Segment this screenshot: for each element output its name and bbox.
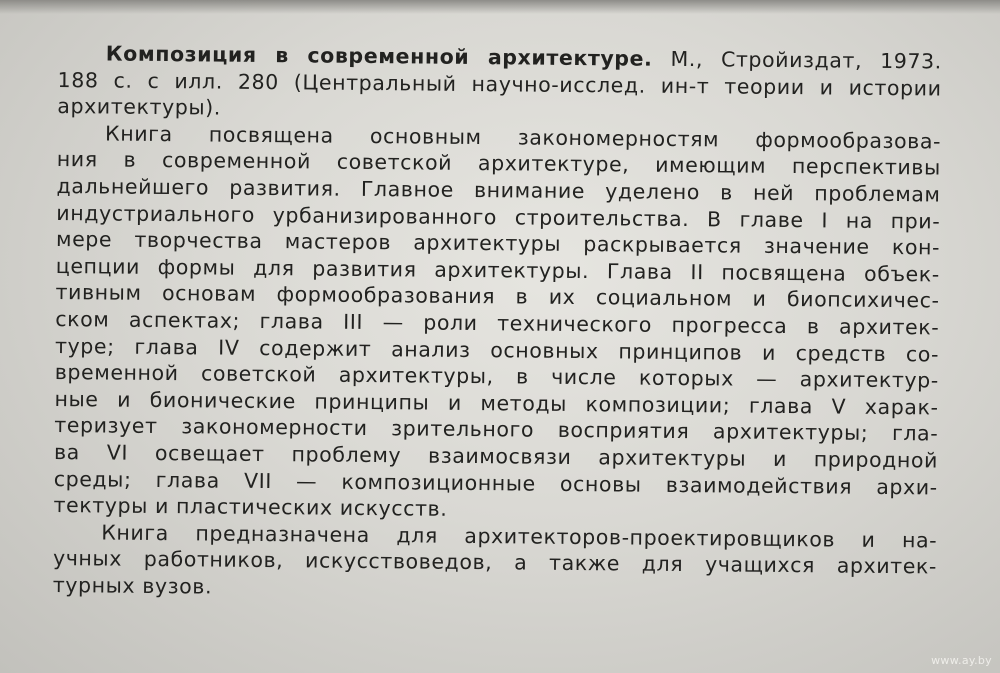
audience-line: турных вузов.: [52, 572, 213, 599]
citation-line-2: 188 с. с илл. 280 (Центральный научно-исслед. ин-т теории и истории: [57, 67, 942, 101]
abstract-line: тивным основам формообразования в их социальном и биопсихичес-: [55, 280, 940, 313]
abstract-line: мере творчества мастеров архитектуры раскрывается значение кон-: [55, 227, 941, 260]
citation-line-3: архитектуры).: [57, 94, 222, 120]
book-annotation: [53, 40, 942, 607]
abstract-line: ва VI освещает проблему взаимосвязи архитектуры и природной: [53, 439, 939, 473]
abstract-line: временной советской архитектуры, в числе которых — архитектур-: [54, 360, 939, 393]
abstract-line: туре; глава IV содержит анализ основных принципов и средств со-: [54, 333, 940, 367]
abstract-line: ния в современной советской архитектуре, имеющим перспективы: [56, 147, 941, 180]
audience-line: Книга предназначена для архитекторов-проектировщиков и на-: [101, 520, 938, 553]
page-edge-shadow: [0, 0, 1000, 14]
abstract-line: среды; глава VII — композиционные основы взаимодействия архи-: [53, 466, 938, 499]
abstract-line: теризует закономерности зрительного восприятия архитектуры; гла-: [54, 413, 939, 446]
abstract-line: ском аспектах; глава III — роли технического прогресса в архитек-: [55, 306, 940, 340]
abstract-line: индустриального урбанизированного строительства. В главе I на при-: [56, 200, 941, 234]
book-title: Композиция в современной архитектуре.: [105, 41, 653, 71]
abstract-line: Книга посвящена основным закономерностям формообразова-: [104, 121, 942, 154]
publisher-info: М., Стройиздат, 1973.: [652, 46, 942, 74]
abstract-line: тектуры и пластических искусств.: [53, 493, 448, 521]
abstract-line: дальнейшего развития. Главное внимание уделено в ней проблемам: [56, 173, 941, 207]
abstract-line: цепции формы для развития архитектуры. Глава II посвящена объек-: [55, 253, 940, 287]
abstract-line: ные и бионические принципы и методы композиции; глава V харак-: [54, 386, 939, 420]
audience-line: учных работников, искусствоведов, а также для учащихся архитек-: [52, 546, 938, 579]
watermark: www.ay.by: [931, 654, 992, 667]
